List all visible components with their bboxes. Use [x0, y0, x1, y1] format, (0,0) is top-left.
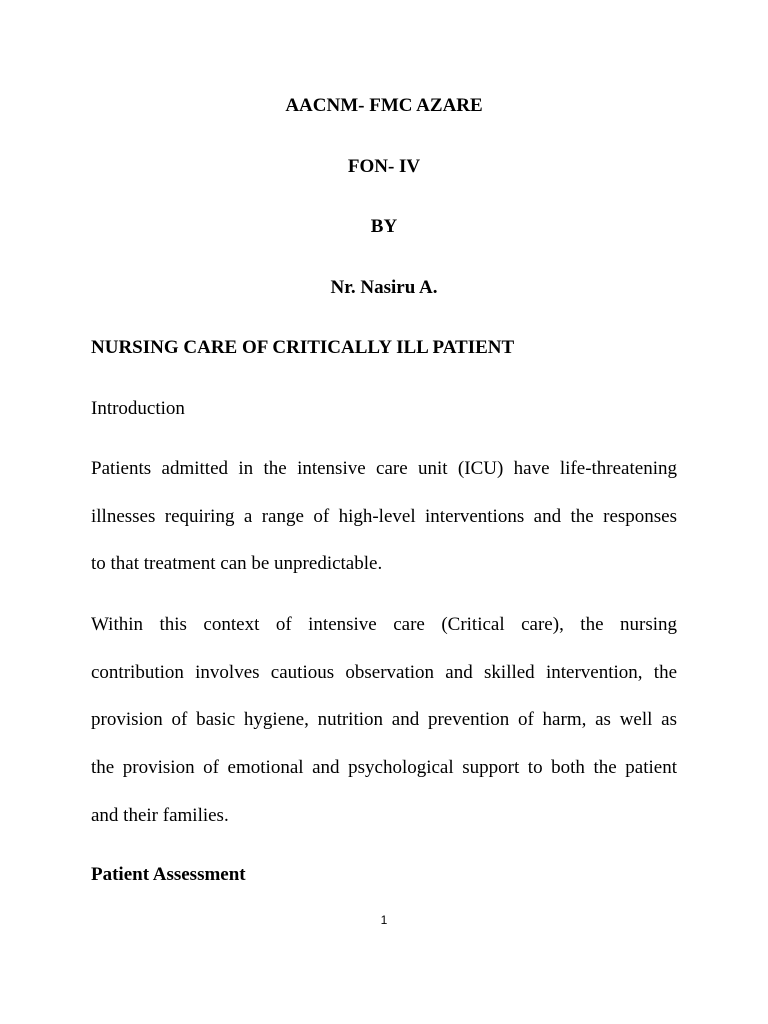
paragraph-context: [91, 601, 677, 839]
paragraph-line: Patients admitted in the intensive care unit (ICU) have life-threatening: [91, 458, 677, 479]
institution-heading: AACNM- FMC AZARE: [285, 95, 483, 116]
author-heading: Nr. Nasiru A.: [330, 277, 438, 298]
paragraph-line: illnesses requiring a range of high-level interventions and the responses: [91, 505, 677, 527]
paragraph-line: provision of basic hygiene, nutrition and prevention of harm, as well as: [91, 709, 677, 731]
intro-heading: Introduction: [91, 398, 185, 419]
paragraph-line: Within this context of intensive care (Critical care), the nursing: [91, 614, 677, 635]
page-number: 1: [380, 913, 388, 927]
paragraph-line: to that treatment can be unpredictable.: [91, 553, 383, 575]
section-heading: Patient Assessment: [91, 864, 246, 885]
paragraph-line: the provision of emotional and psychological support to both the patient: [91, 757, 677, 779]
by-heading: BY: [370, 216, 398, 237]
course-heading: FON- IV: [347, 156, 421, 177]
paragraph-line: contribution involves cautious observation and skilled intervention, the: [91, 661, 677, 683]
paragraph-intro: [91, 445, 677, 588]
document-title: NURSING CARE OF CRITICALLY ILL PATIENT: [91, 337, 515, 358]
paragraph-line: and their families.: [91, 804, 229, 826]
